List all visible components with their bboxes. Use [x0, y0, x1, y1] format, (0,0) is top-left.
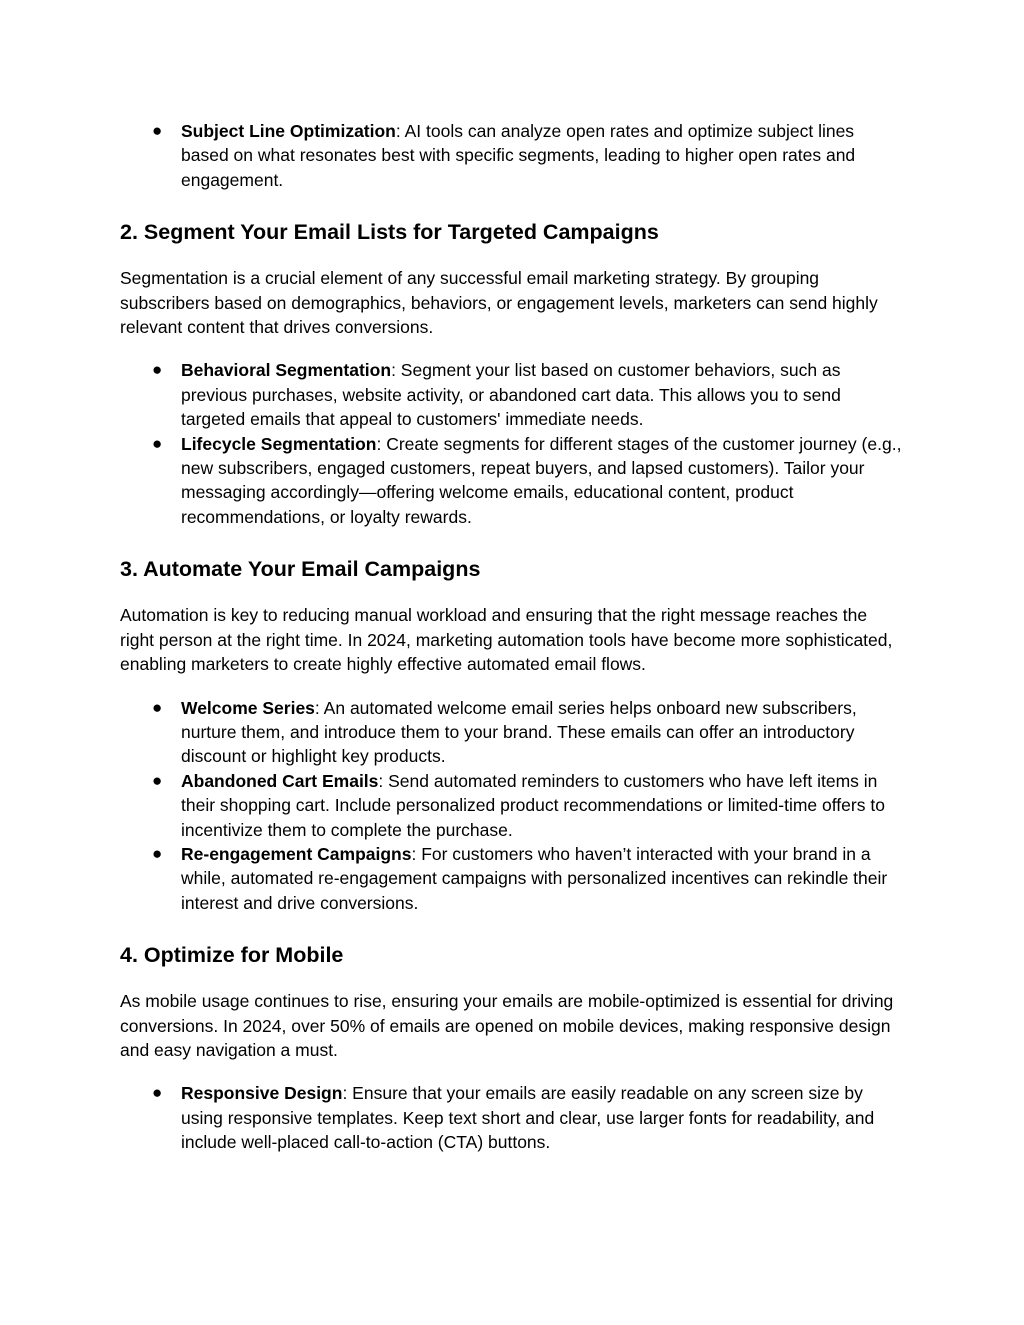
bullet-term: Welcome Series — [181, 697, 315, 718]
section-heading-automate: 3. Automate Your Email Campaigns — [120, 557, 481, 582]
bullet-text: : Create segments for different stages of the customer journey (e.g., new subscribers, engaged customers, repeat buyers, and lapsed customers). Tailor your messaging accordingly—offering welcome emails, educational content, product recommendations, or loyalty rewards. — [181, 433, 902, 527]
section-paragraph: As mobile usage continues to rise, ensuring your emails are mobile-optimized is essential for driving conversions. In 2024, over 50% of emails are opened on mobile devices, making responsive design and easy navigation a must. — [120, 991, 894, 1060]
section-bullet-list — [120, 696, 904, 916]
section-heading-mobile: 4. Optimize for Mobile — [120, 943, 344, 968]
bullet-text: : Ensure that your emails are easily readable on any screen size by using responsive templates. Keep text short and clear, use larger fonts for readability, and include well-placed call-to-action (CTA) buttons. — [181, 1083, 875, 1153]
section-bullet-list — [120, 358, 904, 529]
bullet-term: Subject Line Optimization — [181, 121, 396, 141]
list-item — [120, 119, 904, 192]
list-item — [120, 769, 904, 842]
intro-bullet-list — [120, 119, 904, 192]
bullet-icon: ● — [152, 433, 163, 453]
bullet-icon: ● — [152, 360, 163, 380]
bullet-icon: ● — [152, 770, 163, 790]
bullet-text: : For customers who haven’t interacted with your brand in a while, automated re-engagement campaigns with personalized incentives can rekindle their interest and drive conversions. — [181, 843, 888, 913]
section-heading-segment: 2. Segment Your Email Lists for Targeted Campaigns — [120, 220, 659, 245]
list-item — [120, 842, 904, 915]
bullet-icon: ● — [152, 1083, 163, 1103]
bullet-icon: ● — [152, 121, 163, 140]
bullet-text: : Segment your list based on customer behaviors, such as previous purchases, website activity, or abandoned cart data. This allows you to send targeted emails that appeal to customers' immediate needs. — [181, 360, 841, 430]
section-paragraph: Automation is key to reducing manual workload and ensuring that the right message reaches the right person at the right time. In 2024, marketing automation tools have become more sophisticated, enabling marketers to create highly effective automated email flows. — [120, 605, 893, 675]
bullet-term: Abandoned Cart Emails — [181, 770, 379, 791]
bullet-term: Behavioral Segmentation — [181, 360, 392, 381]
list-item — [120, 432, 904, 530]
section-paragraph: Segmentation is a crucial element of any successful email marketing strategy. By grouping subscribers based on demographics, behaviors, or engagement levels, marketers can send highly relevant content that drives conversions. — [120, 268, 878, 338]
bullet-icon: ● — [152, 697, 163, 717]
bullet-term: Responsive Design — [181, 1083, 343, 1104]
bullet-term: Lifecycle Segmentation — [181, 433, 377, 454]
bullet-text: : Send automated reminders to customers who have left items in their shopping cart. Include personalized product recommendations or limited-time offers to incentivize them to complete the purchase. — [181, 770, 885, 840]
list-item — [120, 1081, 904, 1154]
bullet-term: Re-engagement Campaigns — [181, 843, 412, 864]
bullet-text: : AI tools can analyze open rates and optimize subject lines based on what resonates best with specific segments, leading to higher open rates and engagement. — [181, 121, 856, 190]
list-item — [120, 696, 904, 769]
section-bullet-list — [120, 1081, 904, 1154]
list-item — [120, 358, 904, 431]
bullet-icon: ● — [152, 843, 163, 863]
bullet-text: : An automated welcome email series helps onboard new subscribers, nurture them, and introduce them to your brand. These emails can offer an introductory discount or highlight key products. — [181, 697, 857, 767]
